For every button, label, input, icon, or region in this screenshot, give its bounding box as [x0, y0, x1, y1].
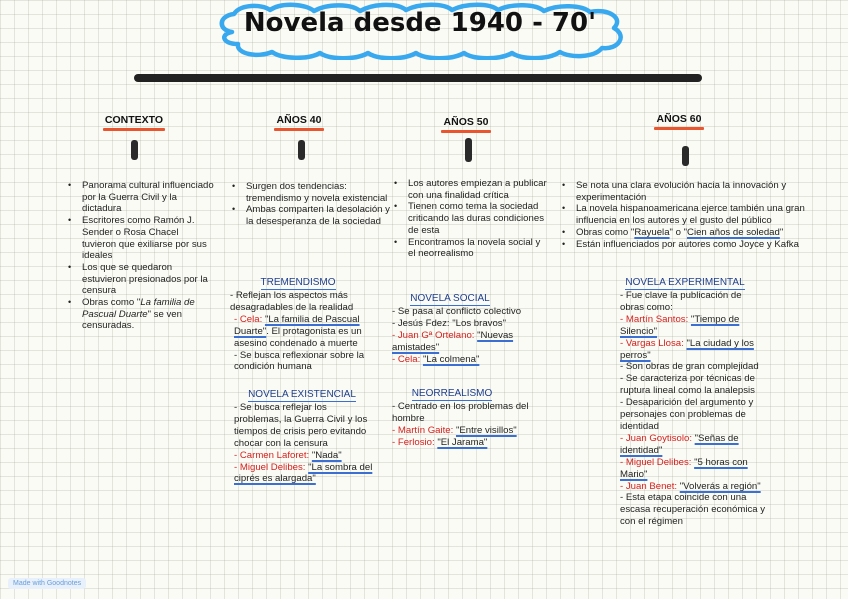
line [380, 437, 536, 449]
work-title: "La ciudad y los perros" [620, 337, 754, 361]
work-title: "La familia de Pascual Duarte" [234, 313, 360, 337]
line: - Centrado en los problemas del hombre [392, 401, 529, 424]
experimental-text [602, 290, 768, 528]
work-title: Rayuela [634, 226, 670, 238]
list-item: • Están influenciados por autores como Joyce y Kafka [562, 239, 832, 251]
line: - Se busca reflexionar sobre la condición humana [234, 349, 365, 373]
work-title: La familia de Pascual Duarte [82, 297, 195, 320]
line: - Se pasa al conflicto colectivo [392, 306, 522, 317]
line: - Fue clave la publicación de obras como: [620, 290, 742, 313]
line [602, 481, 768, 493]
author: - Juan Goytisolo: [620, 432, 695, 444]
list-item: • Los que se quedaron estuvieron presionados por la censura [68, 262, 214, 297]
col-label-anos50 [441, 116, 491, 133]
line [380, 354, 540, 366]
col-label-contexto [103, 114, 165, 131]
col-label-text: AÑOS 40 [276, 114, 322, 126]
page-title: Novela desde 1940 - 70' [243, 8, 597, 38]
connector-anos60 [682, 146, 689, 166]
work-title: "La colmena" [422, 353, 480, 365]
author: - Cela: [392, 353, 423, 365]
contexto-list [68, 180, 214, 332]
line [220, 462, 376, 486]
author: - Vargas Llosa: [620, 337, 687, 349]
work-title: "Señas de identidad" [620, 432, 739, 456]
anos60-list [562, 180, 832, 250]
line [602, 457, 768, 481]
label-underline [274, 128, 324, 131]
list-item: • Escritores como Ramón J. Sender o Rosa Chacel tuvieron que exiliarse por sus ideales [68, 215, 214, 262]
col-label-anos60 [654, 113, 704, 130]
work-title: "Nuevas amistades" [392, 329, 514, 353]
goodnotes-badge: Made with Goodnotes [8, 578, 86, 589]
author: - Carmen Laforet: [234, 449, 312, 461]
col-label-text: AÑOS 60 [656, 113, 702, 125]
line: - Se caracteriza por técnicas de ruptura lineal como la analepsis [620, 373, 755, 397]
col-label-anos40 [274, 114, 324, 131]
work-title: Cien años de soledad [687, 226, 780, 238]
col-label-text: CONTEXTO [104, 114, 164, 126]
col-label-text: AÑOS 50 [443, 116, 489, 128]
subheading-existencial: NOVELA EXISTENCIAL [248, 389, 356, 400]
anos40-list [232, 181, 392, 228]
list-item: • La novela hispanoamericana ejerce también una gran influencia en los autores y el gusto del público [562, 203, 832, 226]
neorrealismo-text [380, 401, 536, 449]
social-text [380, 306, 540, 366]
author: - Cela: [234, 313, 265, 325]
list-item [562, 227, 832, 239]
text: . El protagonista es un asesino condenado a muerte [234, 325, 362, 349]
anos50-list [394, 178, 550, 260]
connector-contexto [131, 140, 138, 160]
text: Obras como " [82, 297, 141, 309]
subheading-social: NOVELA SOCIAL [410, 293, 490, 304]
list-item: • Ambas comparten la desolación y la desesperanza de la sociedad [232, 204, 392, 227]
subheading-neorrealismo: NEORREALISMO [411, 388, 493, 399]
list-item: • Se nota una clara evolución hacia la innovación y experimentación [562, 180, 832, 203]
label-underline [441, 130, 491, 133]
line [602, 314, 768, 338]
author: - Juan Benet: [620, 480, 680, 492]
line [220, 450, 376, 462]
work-title: "El Jarama" [437, 436, 488, 448]
existencial-text [220, 402, 376, 485]
line [380, 425, 536, 437]
list-item: • Encontramos la novela social y el neorrealismo [394, 237, 550, 260]
label-underline [103, 128, 165, 131]
line: - Desaparición del argumento y personajes con problemas de identidad [620, 397, 754, 432]
list-item: • Los autores empiezan a publicar con una finalidad crítica [394, 178, 550, 201]
line [380, 330, 540, 354]
author: - Miguel Delibes: [620, 456, 695, 468]
work-title: "Nada" [311, 449, 342, 461]
line: - Son obras de gran complejidad [620, 361, 759, 373]
line: - Reflejan los aspectos más desagradables de la realidad [230, 290, 354, 313]
subheading-experimental: NOVELA EXPERIMENTAL [625, 277, 745, 288]
list-item: • Panorama cultural influenciado por la Guerra Civil y la dictadura [68, 180, 214, 215]
work-title: "Volverás a región" [679, 480, 761, 492]
line: - Esta etapa coincide con una escasa recuperación económica y con el régimen [620, 492, 766, 528]
label-underline [654, 127, 704, 130]
connector-anos50 [465, 138, 472, 162]
subheading-tremendismo: TREMENDISMO [260, 277, 336, 288]
text: " [779, 226, 784, 238]
list-item: • Surgen dos tendencias: tremendismo y novela existencial [232, 181, 392, 204]
work-title: "5 horas con Mario" [620, 456, 748, 480]
line: - Se busca reflejar los problemas, la Guerra Civil y los tiempos de crisis pero evitando chocar con la censura [234, 402, 368, 449]
connector-anos40 [298, 140, 305, 160]
author: - Juan Gª Ortelano: [392, 329, 478, 341]
line [602, 433, 768, 457]
line [602, 338, 768, 362]
work-title: "La sombra del ciprés es alargada" [234, 461, 373, 485]
text: Obras como " [576, 226, 635, 238]
text: " o " [669, 226, 688, 238]
author: - Ferlosio: [392, 436, 438, 448]
work-title: "Tiempo de Silencio" [620, 313, 740, 337]
list-item: • Tienen como tema la sociedad criticando las duras condiciones de esta [394, 201, 550, 236]
work-title: "Entre visillos" [455, 424, 517, 436]
author: - Martín Santos: [620, 313, 691, 325]
text: " se ven censuradas. [82, 308, 182, 332]
tremendismo-text [218, 290, 380, 373]
list-item [68, 297, 214, 332]
line: - Jesús Fdez: "Los bravos" [392, 317, 506, 329]
author: - Martín Gaite: [392, 424, 456, 436]
line [218, 314, 380, 350]
timeline-bar [134, 74, 702, 82]
author: - Miguel Delibes: [234, 461, 309, 473]
